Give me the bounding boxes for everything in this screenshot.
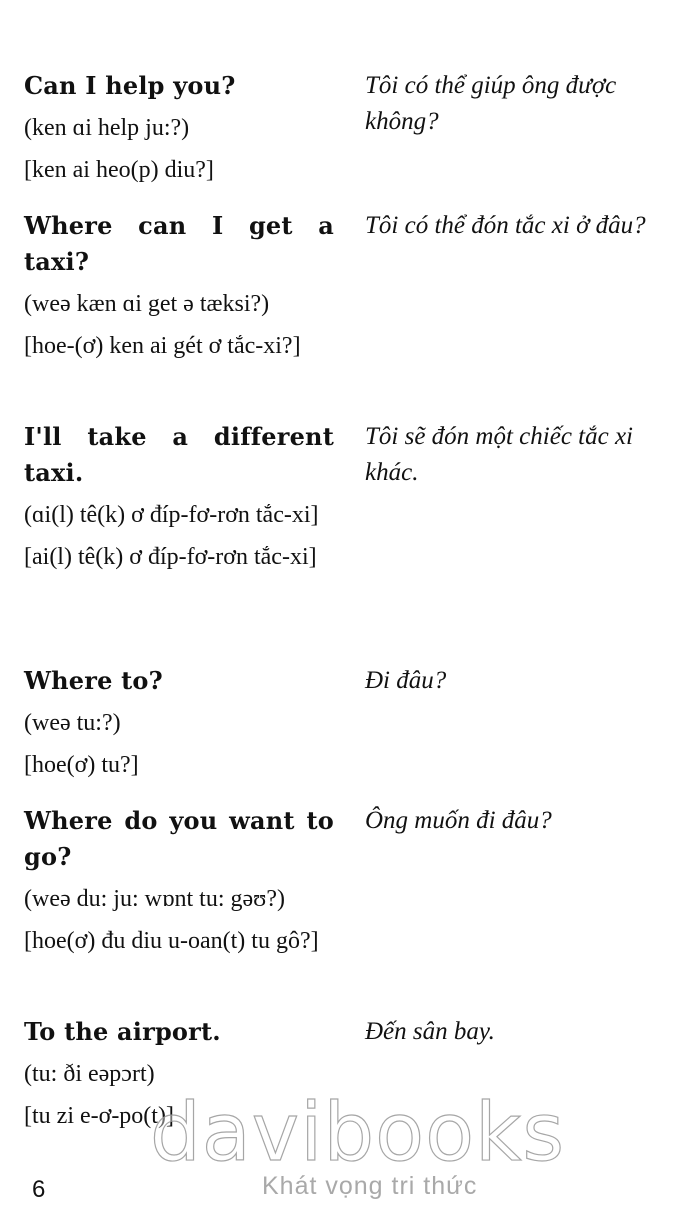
vietnamese-translation: Tôi có thể giúp ông được không? xyxy=(365,72,617,135)
english-column xyxy=(24,68,334,194)
watermark-tagline: Khát vọng tri thức xyxy=(262,1172,478,1200)
vietnamese-pronunciation: [ai(l) tê(k) ơ đíp-fơ-rơn tắc-xi] xyxy=(24,544,317,570)
english-column xyxy=(24,419,334,581)
vietnamese-column xyxy=(365,208,685,244)
english-phrase: To the airport. xyxy=(24,1017,221,1046)
ipa-transcription: (ken ɑi help ju:?) xyxy=(24,115,190,141)
vietnamese-translation: Ông muốn đi đâu? xyxy=(365,807,552,834)
page-number: 6 xyxy=(32,1176,46,1203)
vietnamese-translation: Tôi sẽ đón một chiếc tắc xi khác. xyxy=(365,423,633,486)
english-column xyxy=(24,1014,334,1140)
vietnamese-translation: Đi đâu? xyxy=(365,667,447,694)
english-phrase: Where to? xyxy=(24,666,163,695)
ipa-transcription: (tu: ði eəpɔrt) xyxy=(24,1061,155,1087)
ipa-transcription: (weə tu:?) xyxy=(24,710,121,736)
vietnamese-translation: Đến sân bay. xyxy=(365,1018,495,1045)
vietnamese-column xyxy=(365,1014,685,1050)
vietnamese-translation: Tôi có thể đón tắc xi ở đâu? xyxy=(365,212,646,239)
watermark-logo: davibooks xyxy=(150,1086,566,1179)
vietnamese-column xyxy=(365,419,685,491)
vietnamese-pronunciation: [hoe(ơ) tu?] xyxy=(24,752,139,778)
english-column xyxy=(24,803,334,965)
vietnamese-column xyxy=(365,803,685,839)
english-column xyxy=(24,208,334,370)
ipa-transcription: (weə kæn ɑi get ə tæksi?) xyxy=(24,291,270,317)
vietnamese-pronunciation: [hoe(ơ) đu diu u-oan(t) tu gô?] xyxy=(24,928,319,954)
vietnamese-column xyxy=(365,68,685,140)
english-column xyxy=(24,663,334,789)
english-phrase: Where can I get a taxi? xyxy=(24,211,334,276)
vietnamese-column xyxy=(365,663,685,699)
english-phrase: Where do you want to go? xyxy=(24,806,334,871)
english-phrase: Can I help you? xyxy=(24,71,236,100)
vietnamese-pronunciation: [ken ai heo(p) diu?] xyxy=(24,157,214,183)
ipa-transcription: (weə du: ju: wɒnt tu: gəʊ?) xyxy=(24,886,285,912)
ipa-transcription: (ɑi(l) tê(k) ơ đíp-fơ-rơn tắc-xi] xyxy=(24,502,319,528)
vietnamese-pronunciation: [tu zi e-ơ-po(t)] xyxy=(24,1103,174,1129)
vietnamese-pronunciation: [hoe-(ơ) ken ai gét ơ tắc-xi?] xyxy=(24,333,301,359)
english-phrase: I'll take a different taxi. xyxy=(24,422,334,487)
